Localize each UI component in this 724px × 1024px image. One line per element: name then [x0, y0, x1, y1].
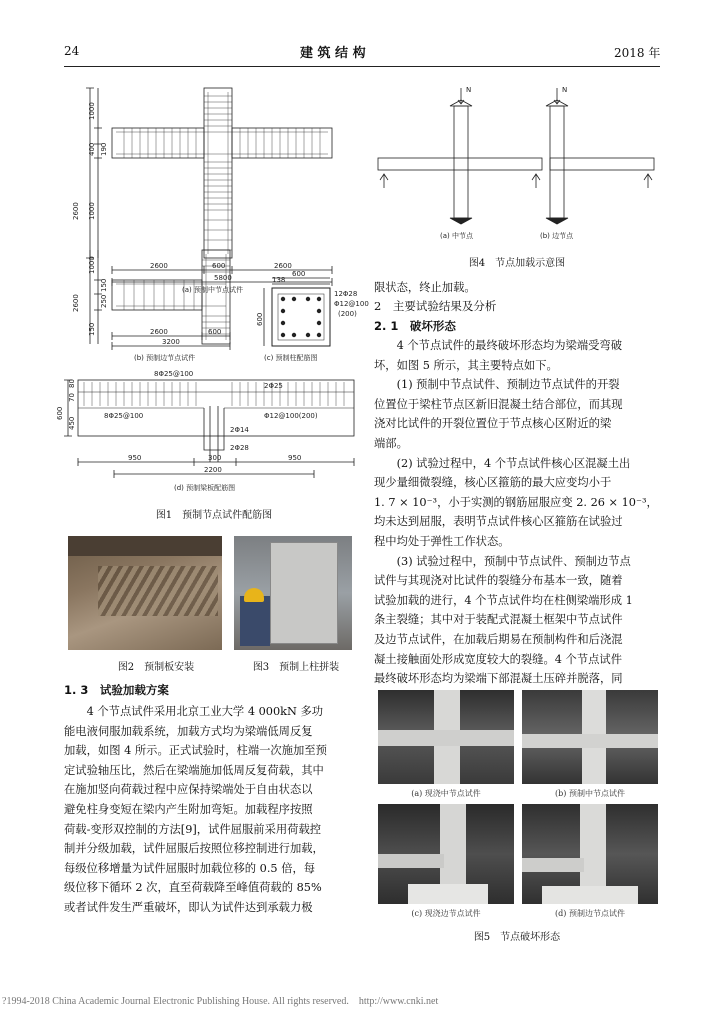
figure-3-photo — [234, 536, 352, 650]
d-dim-70: 70 — [68, 393, 76, 402]
c-bar-label: 12Φ28 — [334, 290, 358, 298]
dim-c-top: 600 — [292, 270, 306, 278]
left-line-8: 每级位移增量为试件屈服时加载位移的 0.5 倍，每 — [64, 861, 316, 875]
dim-a-h1: 600 — [212, 262, 226, 270]
d-dim-80: 80 — [68, 379, 76, 388]
d-total: 2200 — [204, 466, 222, 474]
header-rule — [64, 66, 660, 67]
d-horz0: 950 — [128, 454, 142, 462]
left-line-7: 制并分级加载，试件屈服后按照位移控制进行加载， — [64, 842, 324, 856]
figure-3-caption: 图3 预制上柱拼装 — [252, 662, 340, 673]
right-line-6: (2) 试验过程中，4 个节点试件核心区混凝土出 — [396, 456, 631, 470]
left-line-10: 或者试件发生严重破坏，即认为试件达到承载力极 — [64, 900, 313, 914]
right-line-9: 均未达到屈服，表明节点试件核心区箍筋在试验过 — [374, 515, 623, 529]
section-2-1-heading: 2. 1 破坏形态 — [374, 319, 456, 333]
dim-a-v1: 400 — [88, 142, 96, 156]
left-column-body — [64, 702, 360, 918]
figure-1-drawing — [56, 70, 374, 510]
left-line-6: 荷载-变形双控制的方法[9]，试件屈服前采用荷载控 — [64, 822, 322, 836]
right-line-1: 坏，如图 5 所示，其主要特点如下。 — [374, 358, 558, 372]
caption-1a: (a) 预制中节点试件 — [182, 286, 243, 294]
dim-a-height: 2600 — [72, 202, 80, 220]
left-line-2: 加载，如图 4 所示。正式试验时，柱端一次施加至预 — [64, 744, 327, 758]
right-line-13: 试验加载的进行，4 个节点试件均在柱侧梁端形成 1 — [374, 593, 633, 607]
right-line-continuation: 限状态，终止加载。 — [374, 281, 476, 294]
figure-2-caption: 图2 预制板安装 — [117, 662, 195, 673]
d-horz1: 300 — [208, 454, 222, 462]
page-number: 24 — [64, 44, 80, 58]
d-dim-450: 450 — [68, 416, 76, 430]
left-line-5: 避免柱身变短在梁内产生附加弯矩。加载程序按照 — [64, 802, 313, 816]
dim-b-v3: 150 — [88, 322, 96, 336]
left-line-9: 级位移下循环 2 次，直至荷载降至峰值荷载的 85% — [64, 881, 322, 895]
fig4-sub-a: (a) 中节点 — [440, 232, 473, 240]
year: 2018 年 — [614, 46, 661, 60]
dim-b-total: 3200 — [162, 338, 180, 346]
dim-b-v1: 150 — [100, 278, 108, 292]
right-line-11: (3) 试验过程中，预制中节点试件、预制边节点 — [396, 554, 631, 568]
fig4-sub-b: (b) 边节点 — [540, 232, 574, 240]
right-line-8: 1. 7 × 10⁻³，小于实测的钢筋屈服应变 2. 26 × 10⁻³， — [374, 495, 658, 509]
right-line-16: 凝土接触面处形成宽度较大的裂缝。4 个节点试件 — [374, 652, 623, 666]
dim-a-total: 5800 — [214, 274, 232, 282]
d-right-label2: Φ12@100(200) — [264, 412, 318, 420]
d-label4: 2Φ28 — [230, 444, 249, 452]
right-line-7: 现少量细微裂缝，核心区箍筋的最大应变均小于 — [374, 476, 612, 490]
right-line-5: 端部。 — [374, 436, 408, 450]
left-line-0: 4 个节点试件采用北京工业大学 4 000kN 多功 — [86, 705, 324, 718]
figure-5-caption: 图5 节点破坏形态 — [473, 932, 561, 943]
journal-title: 建 筑 结 构 — [300, 46, 366, 61]
section-1-3-heading: 1. 3 试验加载方案 — [64, 683, 169, 697]
figure-5c-caption: (c) 现浇边节点试件 — [411, 909, 481, 918]
right-line-4: 浇对比试件的开裂位置位于节点核心区附近的梁 — [374, 417, 612, 431]
c-stirrup1: Φ12@100 — [334, 300, 369, 308]
figure-4-drawing — [374, 84, 660, 244]
figure-5a-photo — [378, 690, 514, 784]
d-top-rebar: 8Φ25@100 — [154, 370, 194, 378]
figure-4-caption: 图4 节点加载示意图 — [468, 258, 566, 269]
right-column-body — [374, 336, 660, 689]
figure-5d-photo — [522, 804, 658, 904]
figure-5b-caption: (b) 预制中节点试件 — [555, 789, 625, 798]
caption-1b: (b) 预制边节点试件 — [134, 354, 196, 362]
caption-1c: (c) 预制柱配筋图 — [264, 354, 318, 362]
dim-b-v0: 1000 — [88, 256, 96, 274]
right-line-12: 试件与其现浇对比试件的裂缝分布基本一致，随着 — [374, 574, 623, 588]
section-2-heading: 2 主要试验结果及分析 — [374, 299, 497, 313]
caption-1d: (d) 预制梁板配筋图 — [174, 484, 236, 492]
right-line-15: 及边节点试件，在加载后期易在预制构件和后浇混 — [374, 632, 623, 646]
right-column-top — [374, 278, 660, 298]
right-line-3: 位置位于梁柱节点区新旧混凝土结合部位，而其现 — [374, 397, 623, 411]
dim-b-h1: 600 — [208, 328, 222, 336]
right-line-10: 程中均处于弹性工作状态。 — [374, 534, 510, 548]
dim-c-side: 600 — [256, 312, 264, 326]
dim-b-h0: 2600 — [150, 328, 168, 336]
d-right-label1: 2Φ25 — [264, 382, 283, 390]
figure-1-caption: 图1 预制节点试件配筋图 — [155, 510, 273, 521]
d-left-rebar: 8Φ25@100 — [104, 412, 144, 420]
d-horz2: 950 — [288, 454, 302, 462]
d-dim-600: 600 — [56, 406, 64, 420]
left-line-4: 在施加竖向荷载过程中应保持梁端处于自由状态以 — [64, 783, 313, 797]
dim-c-top-split: 138 — [272, 276, 286, 284]
figure-5d-caption: (d) 预制边节点试件 — [555, 909, 625, 918]
figure-5b-photo — [522, 690, 658, 784]
dim-a-h0: 2600 — [150, 262, 168, 270]
right-line-14: 条主裂缝；其中对于装配式混凝土框架中节点试件 — [374, 613, 623, 627]
fig4-load-a: N — [466, 86, 472, 94]
dim-b-v2: 250 — [100, 294, 108, 308]
d-label3: 2Φ14 — [230, 426, 249, 434]
dim-a-v2: 190 — [100, 142, 108, 156]
right-line-0: 4 个节点试件的最终破坏形态均为梁端受弯破 — [396, 339, 623, 352]
right-line-17: 最终破坏形态均为梁端下部混凝土压碎并脱落，同 — [374, 672, 623, 686]
left-line-3: 定试验轴压比，然后在梁端施加低周反复荷载，其中 — [64, 763, 324, 777]
figure-5c-photo — [378, 804, 514, 904]
dim-a-v3: 1000 — [88, 202, 96, 220]
c-stirrup2: (200) — [338, 310, 357, 318]
dim-a-h2: 2600 — [274, 262, 292, 270]
right-line-2: (1) 预制中节点试件、预制边节点试件的开裂 — [396, 378, 620, 392]
dim-a-v0: 1000 — [88, 102, 96, 120]
figure-5a-caption: (a) 现浇中节点试件 — [411, 789, 481, 798]
dim-b-height: 2600 — [72, 294, 80, 312]
copyright-footer: ?1994-2018 China Academic Journal Electronic Publishing House. All rights reserved. http://www.cnki.net — [2, 996, 439, 1007]
figure-2-photo — [68, 536, 222, 650]
left-line-1: 能电液伺服加载系统，加载方式均为梁端低周反复 — [64, 724, 313, 738]
fig4-load-b: N — [562, 86, 568, 94]
